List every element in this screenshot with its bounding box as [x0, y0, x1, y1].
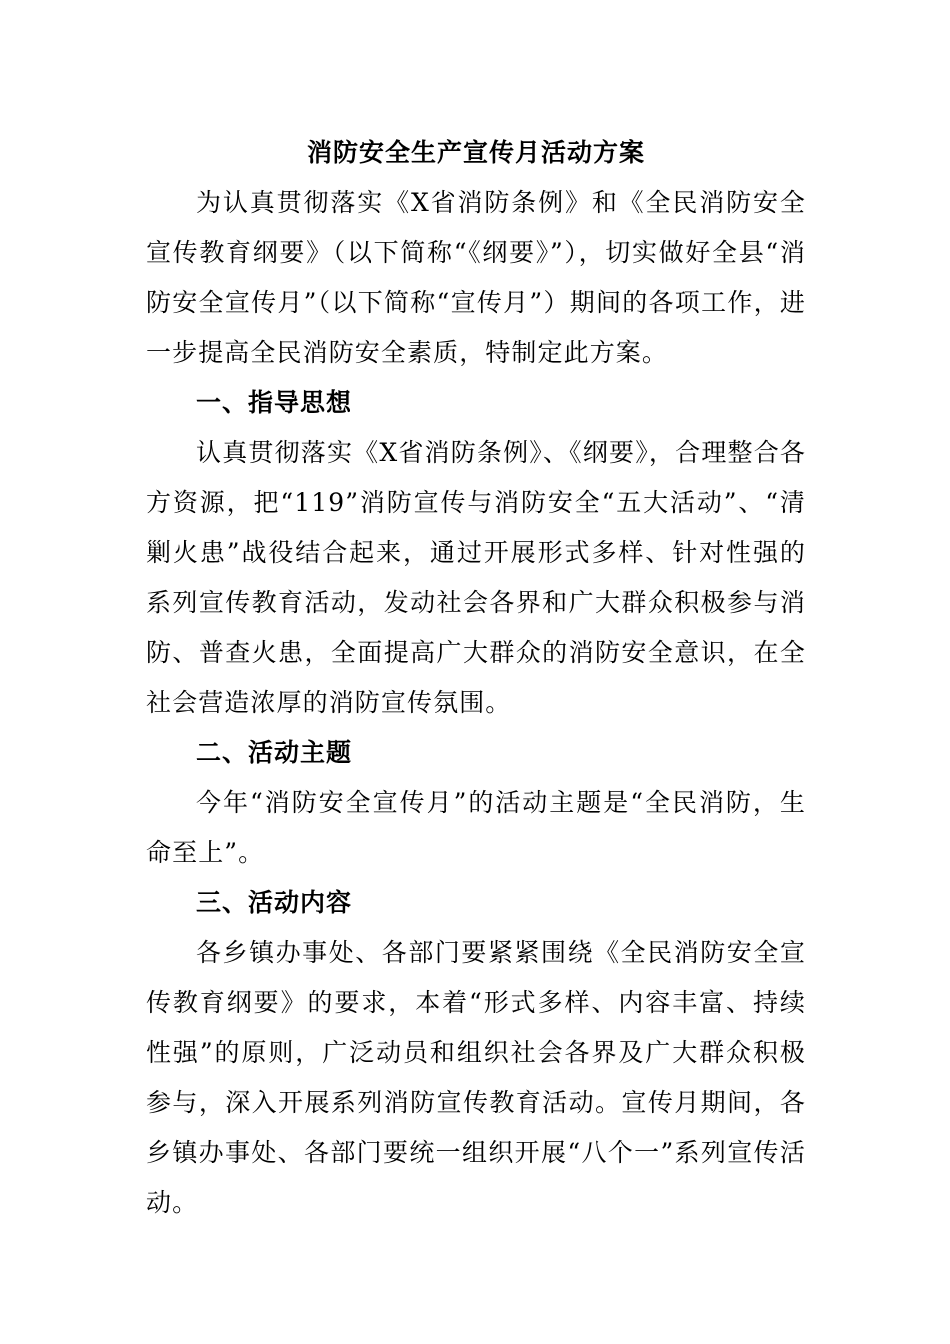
document-title: 消防安全生产宣传月活动方案 — [306, 138, 645, 167]
section-body-activity-theme: 今年“消防安全宣传月”的活动主题是“全民消防，生命至上”。 — [146, 788, 806, 867]
section-body-activity-content: 各乡镇办事处、各部门要紧紧围绕《全民消防安全宣传教育纲要》的要求，本着“形式多样、内容丰富、持续性强”的原则，广泛动员和组织社会各界及广大群众积极参与，深入开展系列消防宣传教育活动。宣传月期间，各乡镇办事处、各部门要统一组织开展“八个一”系列宣传活动。 — [146, 938, 806, 1217]
document-page — [146, 128, 806, 1228]
section-heading-guiding-ideology: 一、指导思想 — [196, 388, 353, 417]
intro-paragraph: 为认真贯彻落实《X省消防条例》和《全民消防安全宣传教育纲要》（以下简称“《纲要》”），切实做好全县“消防安全宣传月”（以下简称“宣传月”）期间的各项工作，进一步提高全民消防安全素质，特制定此方案。 — [146, 188, 806, 367]
section-heading-activity-content: 三、活动内容 — [196, 888, 353, 917]
section-heading-activity-theme: 二、活动主题 — [196, 738, 353, 767]
section-body-guiding-ideology: 认真贯彻落实《X省消防条例》、《纲要》，合理整合各方资源，把“119”消防宣传与消防安全“五大活动”、“清剿火患”战役结合起来，通过开展形式多样、针对性强的系列宣传教育活动，发动社会各界和广大群众积极参与消防、普查火患，全面提高广大群众的消防安全意识，在全社会营造浓厚的消防宣传氛围。 — [146, 438, 806, 717]
